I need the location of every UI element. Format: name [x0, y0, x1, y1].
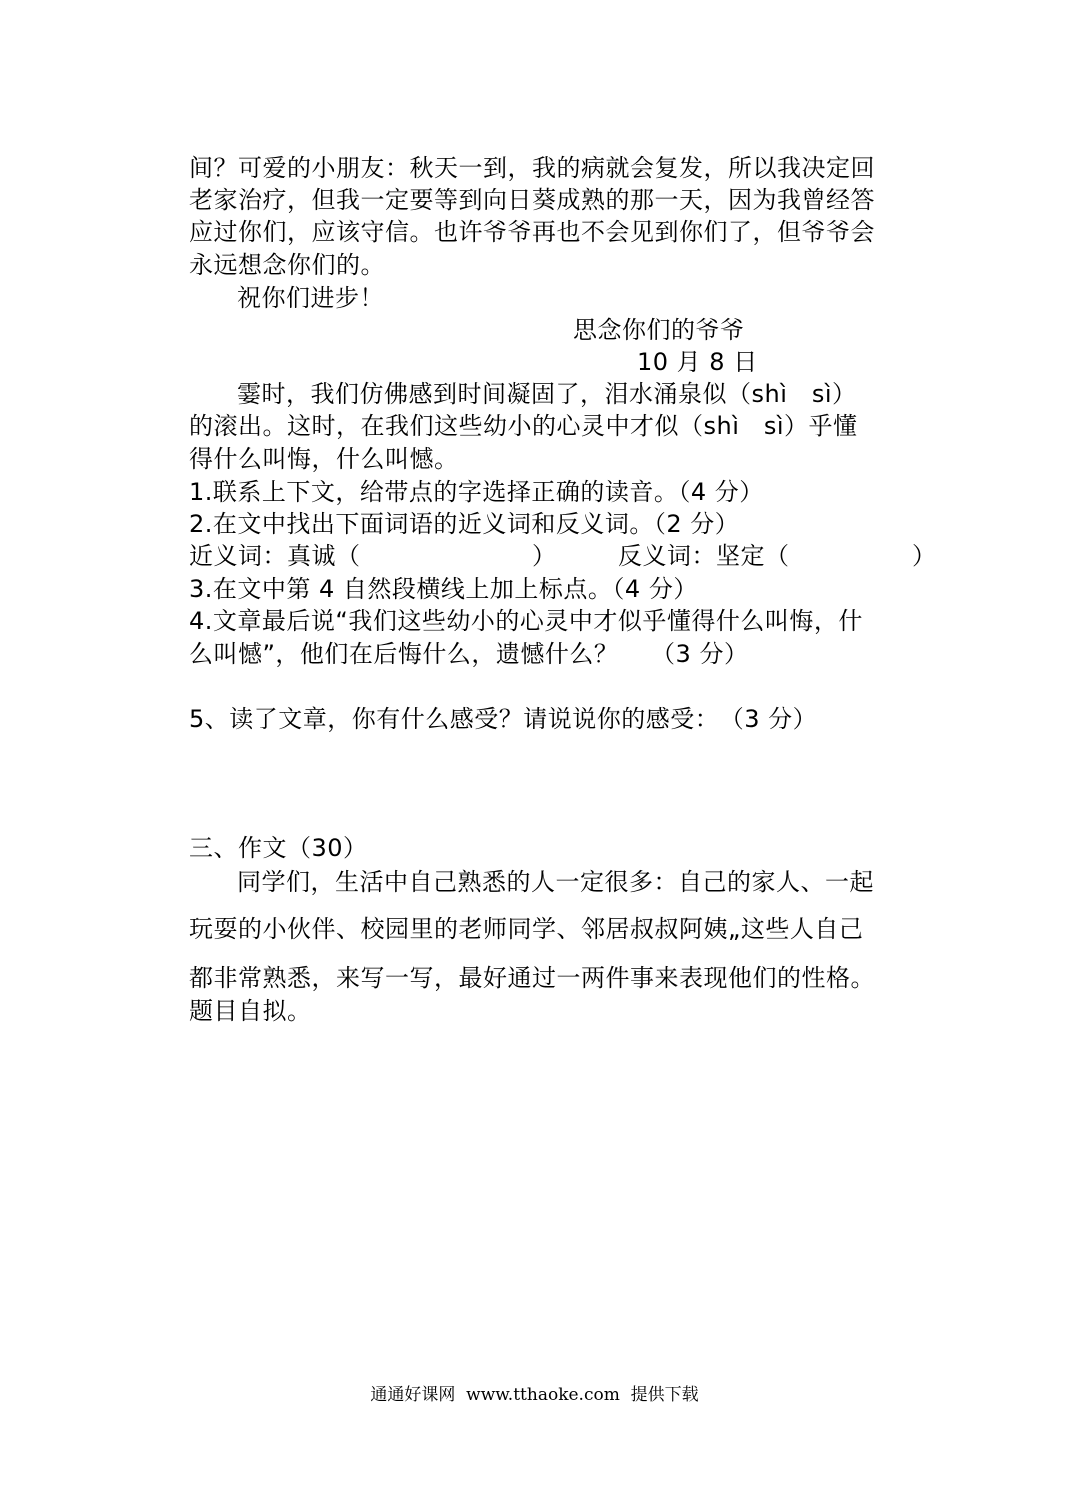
question-2-answer-line: 近义词：真诚（ ） 反义词：坚定（ ）	[189, 542, 937, 570]
question-5: 5、读了文章，你有什么感受？请说说你的感受： （3 分）	[189, 705, 818, 733]
letter-line: 应过你们，应该守信。也许爷爷再也不会见到你们了，但爷爷会	[189, 218, 875, 246]
composition-line: 都非常熟悉，来写一写，最好通过一两件事来表现他们的性格。	[189, 964, 875, 992]
letter-closing: 祝你们进步！	[237, 284, 384, 312]
letter-signature: 思念你们的爷爷	[573, 316, 745, 344]
question-4-line-1: 4.文章最后说“我们这些幼小的心灵中才似乎懂得什么叫悔，什	[189, 607, 863, 635]
question-3: 3.在文中第 4 自然段横线上加上标点。（4 分）	[189, 575, 698, 603]
composition-line: 同学们，生活中自己熟悉的人一定很多：自己的家人、一起	[237, 868, 874, 896]
question-1: 1.联系上下文，给带点的字选择正确的读音。（4 分）	[189, 478, 764, 506]
letter-line: 间？可爱的小朋友：秋天一到，我的病就会复发，所以我决定回	[189, 154, 875, 182]
question-2: 2.在文中找出下面词语的近义词和反义词。（2 分）	[189, 510, 740, 538]
composition-line: 玩耍的小伙伴、校园里的老师同学、邻居叔叔阿姨„这些人自己	[189, 915, 864, 943]
composition-heading: 三、作文（30）	[189, 834, 368, 862]
letter-line: 老家治疗，但我一定要等到向日葵成熟的那一天，因为我曾经答	[189, 186, 875, 214]
question-4-line-2: 么叫憾”，他们在后悔什么，遗憾什么？ （3 分）	[189, 640, 749, 668]
story-line: 的滚出。这时，在我们这些幼小的心灵中才似（shì sì）乎懂	[189, 412, 858, 440]
story-line: 霎时，我们仿佛感到时间凝固了，泪水涌泉似（shì sì）	[237, 380, 857, 408]
footer-credit: 通通好课网 www.tthaoke.com 提供下载	[370, 1385, 699, 1405]
composition-line: 题目自拟。	[189, 997, 312, 1025]
letter-date: 10 月 8 日	[637, 348, 758, 376]
story-line: 得什么叫悔，什么叫憾。	[189, 445, 459, 473]
letter-line: 永远想念你们的。	[189, 251, 385, 279]
